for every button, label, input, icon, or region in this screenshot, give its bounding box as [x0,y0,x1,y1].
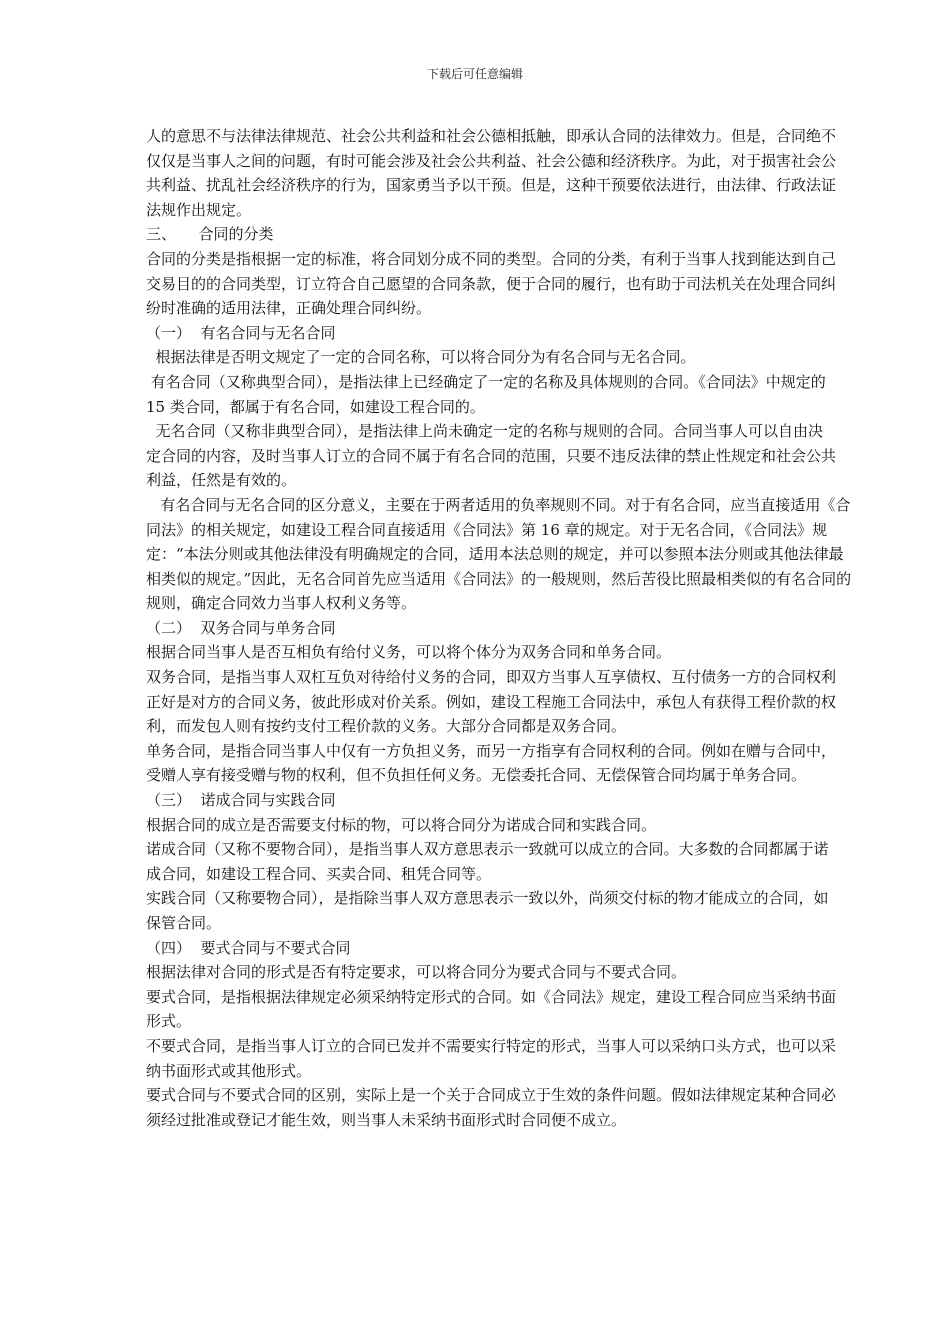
paragraph: 根据合同当事人是否互相负有给付义务，可以将个体分为双务合同和单务合同。 [146,643,672,662]
paragraph: 人的意思不与法律法律规范、社会公共利益和社会公德相抵触，即承认合同的法律效力。但是，合同绝不仅仅是当事人之间的问题，有时可能会涉及社会公共利益、社会公德和经济秩序。为此，对于损害社会公共利益、扰乱社会经济秩序的行为，国家勇当予以干预。但是，这种干预要依法进行，由法律、行政法证法规作出规定。 [146,127,837,219]
paragraph: 不要式合同，是指当事人订立的合同已发并不需要实行特定的形式，当事人可以采纳口头方式，也可以采纳书面形式或其他形式。 [146,1036,837,1080]
paragraph: 根据合同的成立是否需要支付标的物，可以将合同分为诺成合同和实践合同。 [146,815,657,834]
subsection-heading: （一） 有名合同与无名合同 [146,323,336,342]
section-heading: 三、 合同的分类 [146,225,274,244]
paragraph: 有名合同（又称典型合同），是指法律上已经确定了一定的名称及具体规则的合同。《合同法》中规定的 15 类合同，都属于有名合同，如建设工程合同的。 [146,372,831,416]
page-header: 下载后可任意编辑 [426,67,523,81]
paragraph: 有名合同与无名合同的区分意义，主要在于两者适用的负率规则不同。对于有名合同，应当直接适用《合同法》的相关规定，如建设工程合同直接适用《合同法》第 16 章的规定。对于无名合同，《合同法》规定：“本法分则或其他法律没有明确规定的合同，适用本法总则的规定，并可以参照本法分则或其他法律最相类似的规定。”因此，无名合同首先应当适用《合同法》的一般规则，然后苦役比照最相类似的有名合同的规则，确定合同效力当事人权利义务等。 [146,495,852,613]
paragraph: 实践合同（又称要物合同），是指除当事人双方意思表示一致以外，尚须交付标的物才能成立的合同，如 保管合同。 [146,889,834,932]
subsection-heading: （三） 诺成合同与实践合同 [146,791,336,810]
subsection-heading: （二） 双务合同与单务合同 [146,618,336,637]
paragraph: 双务合同，是指当事人双杠互负对待给付义务的合同，即双方当事人互享债权、互付债务一方的合同权利正好是对方的合同义务，彼此形成对价关系。例如，建设工程施工合同法中，承包人有获得工程价款的权利，而发包人则有按约支付工程价款的义务。大部分合同都是双务合同。 [146,668,837,736]
subsection-heading: （四） 要式合同与不要式合同 [146,938,351,957]
paragraph: 无名合同（又称非典型合同），是指法律上尚未确定一定的名称与规则的合同。合同当事人可以自由决定合同的内容，及时当事人订立的合同不属于有名合同的范围，只要不违反法律的禁止性规定和社会公共利益，任然是有效的。 [146,422,837,490]
paragraph: 单务合同，是指合同当事人中仅有一方负担义务，而另一方指享有合同权利的合同。例如在赠与合同中，受赠人享有接受赠与物的权利，但不负担任何义务。无偿委托合同、无偿保管合同均属于单务合同。 [146,741,837,785]
paragraph: 诺成合同（又称不要物合同），是指当事人双方意思表示一致就可以成立的合同。大多数的合同都属于诺成合同，如建设工程合同、买卖合同、租凭合同等。 [146,840,829,883]
paragraph: 要式合同与不要式合同的区别，实际上是一个关于合同成立于生效的条件问题。假如法律规定某种合同必须经过批准或登记才能生效，则当事人未采纳书面形式时合同便不成立。 [146,1086,837,1129]
document-body [146,124,852,1132]
paragraph: 要式合同，是指根据法律规定必须采纳特定形式的合同。如《合同法》规定，建设工程合同应当采纳书面形式。 [146,987,837,1031]
paragraph: 合同的分类是指根据一定的标准，将合同划分成不同的类型。合同的分类，有利于当事人找到能达到自己交易目的的合同类型，订立符合自己愿望的合同条款，便于合同的履行，也有助于司法机关在处理合同纠纷时准确的适用法律，正确处理合同纠纷。 [146,249,837,318]
paragraph: 根据法律对合同的形式是否有特定要求，可以将合同分为要式合同与不要式合同。 [146,963,687,982]
paragraph: 根据法律是否明文规定了一定的合同名称，可以将合同分为有名合同与无名合同。 [146,348,696,367]
